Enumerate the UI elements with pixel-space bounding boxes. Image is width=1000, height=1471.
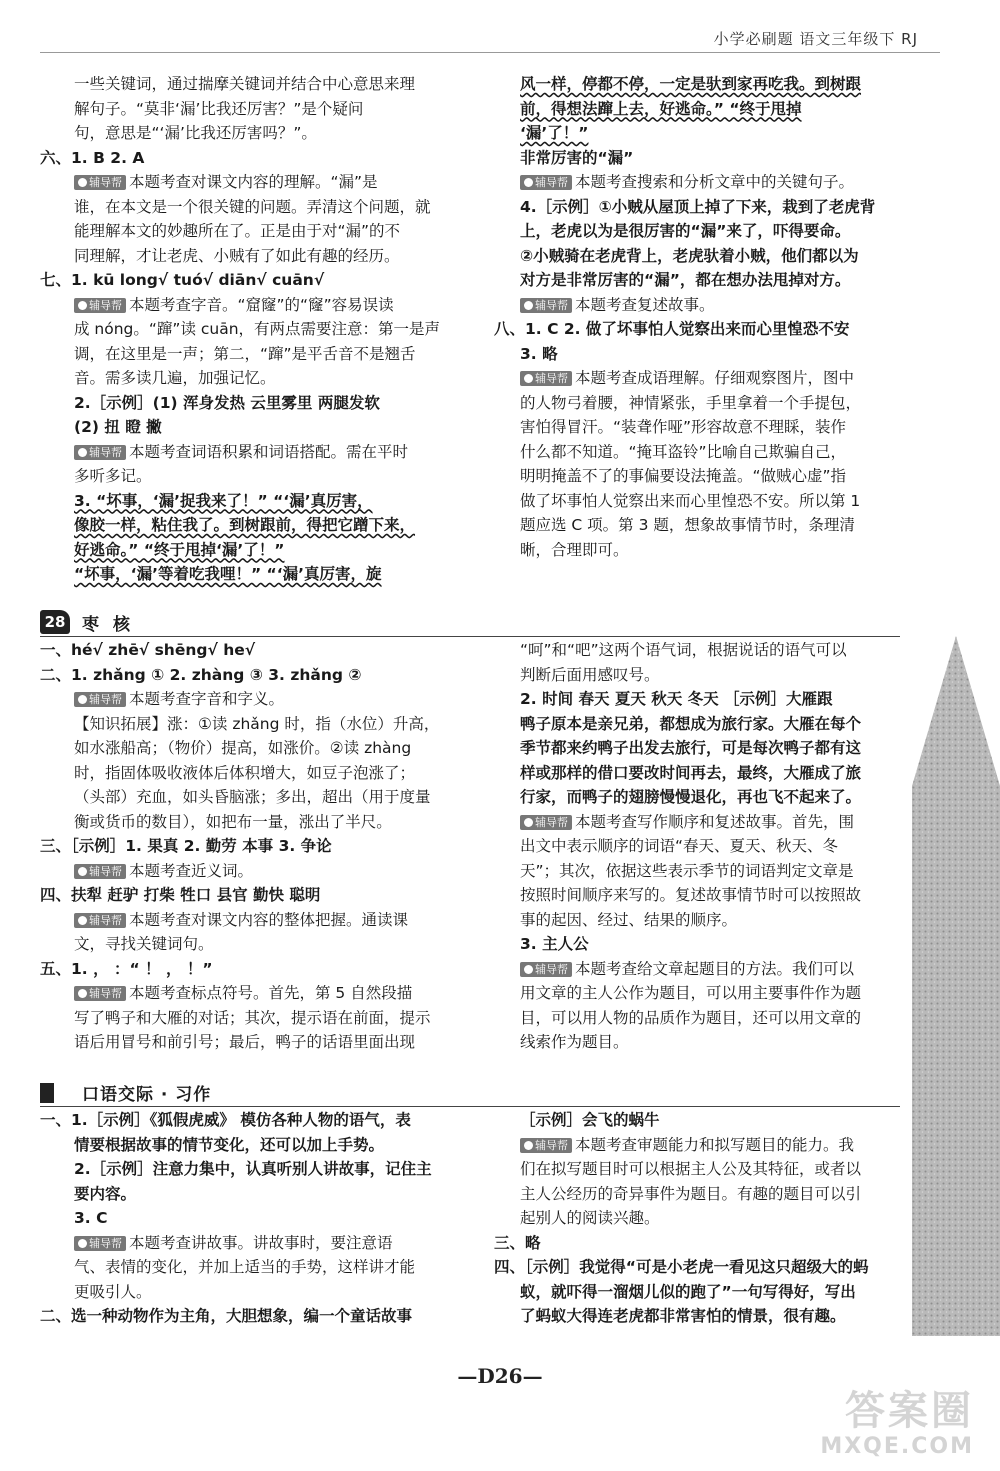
answer-line xyxy=(40,761,460,786)
answer-line xyxy=(40,146,460,171)
answer-line xyxy=(520,513,915,538)
answer-text: 解句子。“莫非‘漏’比我还厉害？”是个疑问 xyxy=(74,99,364,118)
answer-line xyxy=(520,1133,905,1158)
answer-column-bottom-right xyxy=(494,1108,905,1329)
answer-text: 主人公经历的奇异事件为题目。有趣的题目可以引 xyxy=(520,1184,862,1203)
answer-text: 本题考查字音。“窟窿”的“窿”容易误读 xyxy=(129,295,394,314)
tutor-tag-badge xyxy=(520,815,572,830)
answer-line xyxy=(40,415,460,440)
answer-line xyxy=(40,859,460,884)
answer-line xyxy=(520,219,915,244)
answer-line xyxy=(520,785,905,810)
answer-text: 本题考查近义词。 xyxy=(129,861,254,880)
answer-text: 明明掩盖不了的事偏要设法掩盖。“做贼心虚”指 xyxy=(520,467,847,485)
answer-line xyxy=(40,219,460,244)
answer-text: 按照时间顺序来写的。复述故事情节时可以按照故 xyxy=(520,886,862,904)
answer-line xyxy=(520,293,915,318)
tutor-tag-label: 辅导帮 xyxy=(89,693,122,706)
tutor-tag-badge xyxy=(74,298,126,313)
answer-line xyxy=(40,1231,460,1256)
tutor-tag-icon xyxy=(78,695,87,704)
answer-text: （头部）充血，如头昏脑涨；多出，超出（用于度量 xyxy=(74,788,431,806)
answer-line xyxy=(520,687,905,712)
answer-line xyxy=(520,170,915,195)
answer-text: 气、表情的变化，并加上适当的手势，这样讲才能 xyxy=(74,1258,416,1276)
answer-text: 本题考查字音和字义。 xyxy=(129,690,285,708)
answer-line xyxy=(520,244,915,269)
tutor-tag-badge xyxy=(520,371,572,386)
answer-line xyxy=(40,638,460,663)
answer-text: 2.［示例］(1) 浑身发热 云里雾里 两腿发软 xyxy=(74,393,380,412)
answer-text: 起别人的阅读兴趣。 xyxy=(520,1209,660,1227)
answer-line xyxy=(520,268,915,293)
answer-line xyxy=(520,146,915,171)
answer-line xyxy=(520,712,905,737)
answer-text: 出文中表示顺序的词语“春天、夏天、秋天、冬 xyxy=(520,837,839,855)
answer-text: 四、［示例］我觉得“可是小老虎一看见这只超级大的蚂 xyxy=(494,1258,869,1276)
answer-line xyxy=(40,1108,460,1133)
tutor-tag-label: 辅导帮 xyxy=(89,864,122,878)
answer-text: 二、选一种动物作为主角，大胆想象，编一个童话故事 xyxy=(40,1307,413,1325)
answer-line xyxy=(40,810,460,835)
answer-text: (2) 扭 瞪 撇 xyxy=(74,418,162,436)
answer-text: “坏事，‘漏’等着吃我哩！” “‘漏’真厉害，旋 xyxy=(74,565,382,583)
answer-line xyxy=(40,1182,460,1207)
answer-text: 了蚂蚁大得连老虎都非常害怕的情景，很有趣。 xyxy=(520,1307,846,1325)
tutor-tag-icon xyxy=(524,965,533,974)
answer-column-top-right xyxy=(494,72,915,562)
answer-text: 事的起因、经过、结果的顺序。 xyxy=(520,910,738,929)
answer-line xyxy=(40,268,460,293)
answer-text: 情要根据故事的情节变化，还可以加上手势。 xyxy=(74,1135,385,1154)
answer-line xyxy=(40,1206,460,1231)
answer-line xyxy=(40,883,460,908)
answer-text: 同理解，才让老虎、小贼有了如此有趣的经历。 xyxy=(74,246,400,265)
answer-text: 本题考查审题能力和拟写题目的能力。我 xyxy=(575,1135,855,1154)
answer-text: 文，寻找关键词句。 xyxy=(74,935,214,953)
answer-line xyxy=(520,1157,905,1182)
answer-text: 四、扶犁 赶驴 打柴 牲口 县官 勤快 聪明 xyxy=(40,886,321,904)
page-number: —D26— xyxy=(457,1364,543,1388)
answer-line xyxy=(40,736,460,761)
decorative-pencil-shape xyxy=(912,636,1000,1336)
answer-text: 多听多记。 xyxy=(74,467,152,485)
answer-line xyxy=(520,72,915,97)
answer-text: ［示例］会飞的蜗牛 xyxy=(520,1111,660,1129)
answer-line xyxy=(494,317,915,342)
answer-line xyxy=(40,342,460,367)
answer-line xyxy=(520,1030,905,1055)
answer-text: 像胶一样，粘住我了。到树跟前，得把它蹭下来， xyxy=(74,516,416,534)
answer-text: 3. C xyxy=(74,1209,108,1227)
answer-line xyxy=(40,834,460,859)
answer-text: 音。需多读几遍，加强记忆。 xyxy=(74,369,276,387)
watermark-domain: MXQE.COM xyxy=(820,1434,974,1459)
page-header: 小学必刷题 语文三年级下 RJ xyxy=(713,30,918,48)
answer-text: 对方是非常厉害的“漏”，都在想办法甩掉对方。 xyxy=(520,271,851,289)
answer-text: 非常厉害的“漏” xyxy=(520,148,634,167)
tutor-tag-icon xyxy=(524,374,533,383)
answer-line xyxy=(520,342,915,367)
answer-text: 本题考查标点符号。首先，第 5 自然段描 xyxy=(129,984,413,1002)
answer-line xyxy=(40,1255,460,1280)
oral-writing-title: 口语交际 · 习作 xyxy=(82,1085,212,1105)
tutor-tag-icon xyxy=(524,178,533,187)
answer-text: 什么都不知道。“掩耳盗铃”比喻自己欺骗自己， xyxy=(520,442,847,461)
answer-line xyxy=(40,440,460,465)
answer-line xyxy=(520,121,915,146)
tutor-tag-badge xyxy=(74,445,126,460)
tutor-tag-icon xyxy=(524,301,533,310)
answer-line xyxy=(40,366,460,391)
answer-line xyxy=(40,908,460,933)
answer-line xyxy=(40,1304,460,1329)
answer-text: 本题考查搜索和分析文章中的关键句子。 xyxy=(575,173,855,191)
answer-line xyxy=(520,638,905,663)
answer-line xyxy=(520,195,915,220)
answer-line xyxy=(40,957,460,982)
answer-text: 晰，合理即可。 xyxy=(520,540,629,559)
watermark-logo-text: 答案圈 xyxy=(845,1388,974,1434)
answer-text: 【知识拓展】涨：①读 zhǎng 时，指（水位）升高， xyxy=(74,714,440,733)
answer-text: 三、［示例］1. 果真 2. 勤劳 本事 3. 争论 xyxy=(40,837,332,855)
answer-text: 六、1. B 2. A xyxy=(40,148,145,167)
answer-text: ‘漏’了！” xyxy=(520,124,589,142)
tutor-tag-label: 辅导帮 xyxy=(89,1236,122,1250)
answer-text: 鸭子原本是亲兄弟，都想成为旅行家。大雁在每个 xyxy=(520,714,862,733)
answer-line xyxy=(40,538,460,563)
answer-text: 衡或货币的数目），如把布一量，涨出了半尺。 xyxy=(74,812,392,831)
answer-line xyxy=(40,121,460,146)
answer-line xyxy=(520,908,905,933)
answer-line xyxy=(40,562,460,587)
answer-line xyxy=(40,932,460,957)
answer-text: 谁，在本文是一个很关键的问题。弄清这个问题，就 xyxy=(74,197,431,216)
answer-line xyxy=(520,883,905,908)
answer-line xyxy=(494,1231,905,1256)
answer-line xyxy=(520,834,905,859)
answer-line xyxy=(40,785,460,810)
tutor-tag-badge xyxy=(74,913,126,928)
answer-line xyxy=(40,1280,460,1305)
answer-line xyxy=(520,736,905,761)
answer-text: 能理解本文的妙趣所在了。正是由于对“漏”的不 xyxy=(74,222,401,240)
answer-text: 用文章的主人公作为题目，可以用主要事件作为题 xyxy=(520,984,862,1002)
answer-line xyxy=(40,1006,460,1031)
answer-text: 蚁，就吓得一溜烟儿似的跑了”一句写得好，写出 xyxy=(520,1282,856,1301)
answer-line xyxy=(520,810,905,835)
tutor-tag-icon xyxy=(524,818,533,827)
tutor-tag-label: 辅导帮 xyxy=(535,1138,568,1152)
answer-line xyxy=(40,195,460,220)
tutor-tag-label: 辅导帮 xyxy=(89,987,122,1000)
answer-line xyxy=(520,97,915,122)
answer-line xyxy=(40,712,460,737)
tutor-tag-icon xyxy=(78,989,87,998)
answer-line xyxy=(520,1280,905,1305)
answer-text: 本题考查给文章起题目的方法。我们可以 xyxy=(575,959,855,978)
oral-writing-heading xyxy=(40,1080,900,1107)
tutor-tag-icon xyxy=(78,178,87,187)
tutor-tag-badge xyxy=(520,1138,572,1153)
answer-text: “呵”和“吧”这两个语气词，根据说话的语气可以 xyxy=(520,641,847,659)
answer-text: 本题考查对课文内容的整体把握。通读课 xyxy=(129,910,409,929)
answer-line xyxy=(40,1030,460,1055)
answer-text: 三、略 xyxy=(494,1233,541,1252)
answer-line xyxy=(494,1255,905,1280)
answer-text: 本题考查对课文内容的理解。“漏”是 xyxy=(129,173,378,191)
answer-column-mid-right xyxy=(520,638,905,1055)
answer-text: 写了鸭子和大雁的对话；其次，提示语在前面，提示 xyxy=(74,1008,431,1027)
tutor-tag-label: 辅导帮 xyxy=(89,176,122,189)
answer-text: 3. 主人公 xyxy=(520,935,589,953)
tutor-tag-label: 辅导帮 xyxy=(535,962,568,976)
answer-text: 如水涨船高；（物价）提高，如涨价。②读 zhàng xyxy=(74,739,412,757)
answer-text: 语后用冒号和前引号；最后，鸭子的话语里面出现 xyxy=(74,1033,416,1051)
answer-text: 2.［示例］注意力集中，认真听别人讲故事，记住主 xyxy=(74,1160,432,1178)
answer-line xyxy=(40,293,460,318)
answer-text: 更吸引人。 xyxy=(74,1282,152,1301)
tutor-tag-badge xyxy=(520,962,572,977)
heading-square-marker xyxy=(40,1083,54,1103)
answer-text: 线索作为题目。 xyxy=(520,1033,629,1051)
answer-line xyxy=(40,513,460,538)
answer-line xyxy=(520,981,905,1006)
answer-column-top-left xyxy=(40,72,460,587)
answer-line xyxy=(520,1182,905,1207)
answer-line xyxy=(520,440,915,465)
answer-text: 判断后面用感叹号。 xyxy=(520,665,660,684)
tutor-tag-label: 辅导帮 xyxy=(535,815,568,829)
answer-text: 前，得想法蹿上去，好逃命。” “终于甩掉 xyxy=(520,99,802,118)
lesson-number-badge: 28 xyxy=(40,610,70,634)
answer-text: 做了坏事怕人觉察出来而心里惶恐不安。所以第 1 xyxy=(520,491,861,510)
header-rule xyxy=(40,52,940,53)
answer-text: 风一样，停都不停，一定是驮到家再吃我。到树跟 xyxy=(520,75,862,93)
answer-text: 上，老虎以为是很厉害的“漏”来了，吓得要命。 xyxy=(520,222,851,240)
answer-text: 本题考查成语理解。仔细观察图片，图中 xyxy=(575,369,855,387)
answer-line xyxy=(520,1304,905,1329)
answer-text: 本题考查写作顺序和复述故事。首先，围 xyxy=(575,812,855,831)
answer-line xyxy=(520,761,905,786)
tutor-tag-badge xyxy=(74,986,126,1001)
answer-text: 好逃命。” “终于甩掉‘漏’了！” xyxy=(74,540,285,559)
answer-line xyxy=(520,366,915,391)
tutor-tag-label: 辅导帮 xyxy=(89,913,122,927)
answer-line xyxy=(520,1206,905,1231)
tutor-tag-icon xyxy=(524,1141,533,1150)
answer-text: 八、1. C 2. 做了坏事怕人觉察出来而心里惶恐不安 xyxy=(494,320,850,338)
tutor-tag-label: 辅导帮 xyxy=(535,176,568,189)
answer-line xyxy=(520,957,905,982)
answer-text: 成 nóng。“蹿”读 cuān，有两点需要注意：第一是声 xyxy=(74,320,441,338)
lesson-28-heading xyxy=(40,610,900,637)
answer-text: 一些关键词，通过揣摩关键词并结合中心意思来理 xyxy=(74,75,416,93)
tutor-tag-badge xyxy=(74,1236,126,1251)
tutor-tag-icon xyxy=(78,1239,87,1248)
answer-text: ②小贼骑在老虎背上，老虎驮着小贼，他们都以为 xyxy=(520,246,859,265)
tutor-tag-label: 辅导帮 xyxy=(89,298,122,312)
answer-line xyxy=(520,932,905,957)
answer-line xyxy=(40,1157,460,1182)
answer-text: 要内容。 xyxy=(74,1184,137,1203)
answer-text: 本题考查讲故事。讲故事时，要注意语 xyxy=(129,1233,393,1252)
answer-text: 五、1. ， ：“ ！ ， ！” xyxy=(40,959,213,978)
answer-line xyxy=(520,1108,905,1133)
answer-line xyxy=(40,244,460,269)
answer-line xyxy=(520,1006,905,1031)
tutor-tag-label: 辅导帮 xyxy=(535,372,568,385)
answer-line xyxy=(40,464,460,489)
answer-text: 调，在这里是一声；第二，“蹿”是平舌音不是翘舌 xyxy=(74,344,416,363)
tutor-tag-icon xyxy=(78,301,87,310)
answer-text: 一、hé√ zhē√ shēng√ he√ xyxy=(40,641,256,659)
tutor-tag-badge xyxy=(520,175,572,190)
answer-line xyxy=(520,489,915,514)
answer-line xyxy=(40,72,460,97)
answer-text: 一、1.［示例］《狐假虎威》 模仿各种人物的语气，表 xyxy=(40,1111,411,1129)
answer-text: 样或那样的借口要改时间再去，最终，大雁成了旅 xyxy=(520,763,862,782)
answer-text: 目，可以用人物的品质作为题目，还可以用文章的 xyxy=(520,1008,862,1027)
answer-line xyxy=(40,391,460,416)
answer-line xyxy=(40,489,460,514)
answer-text: 七、1. kū long√ tuó√ diān√ cuān√ xyxy=(40,271,325,289)
tutor-tag-badge xyxy=(74,175,126,190)
answer-line xyxy=(40,317,460,342)
answer-line xyxy=(40,687,460,712)
tutor-tag-label: 辅导帮 xyxy=(535,298,568,312)
answer-column-bottom-left xyxy=(40,1108,460,1329)
answer-line xyxy=(520,464,915,489)
tutor-tag-icon xyxy=(78,448,87,457)
answer-text: 句，意思是“‘漏’比我还厉害吗？”。 xyxy=(74,124,317,142)
answer-text: 行家，而鸭子的翅膀慢慢退化，再也飞不起来了。 xyxy=(520,788,862,806)
tutor-tag-badge xyxy=(520,298,572,313)
answer-line xyxy=(40,663,460,688)
answer-text: 们在拟写题目时可以根据主人公及其特征，或者以 xyxy=(520,1160,862,1178)
watermark xyxy=(820,1388,974,1460)
lesson-title: 枣核 xyxy=(82,615,144,635)
answer-text: 天”；其次，依据这些表示季节的词语判定文章是 xyxy=(520,861,854,880)
answer-line xyxy=(520,663,905,688)
answer-text: 本题考查词语积累和词语搭配。需在平时 xyxy=(129,442,409,461)
answer-text: 季节都来约鸭子出发去旅行，可是每次鸭子都有这 xyxy=(520,739,862,757)
answer-text: 的人物弓着腰，神情紧张，手里拿着一个手提包， xyxy=(520,393,862,412)
answer-line xyxy=(520,415,915,440)
answer-line xyxy=(40,1133,460,1158)
answer-text: 害怕得冒汗。“装聋作哑”形容故意不理睬，装作 xyxy=(520,418,847,436)
tutor-tag-label: 辅导帮 xyxy=(89,445,122,459)
answer-text: 3. 略 xyxy=(520,344,558,363)
answer-line xyxy=(520,391,915,416)
tutor-tag-icon xyxy=(78,867,87,876)
answer-line xyxy=(40,97,460,122)
tutor-tag-badge xyxy=(74,692,126,707)
answer-text: 本题考查复述故事。 xyxy=(575,295,715,314)
answer-line xyxy=(40,981,460,1006)
answer-text: 时，指固体吸收液体后体积增大，如豆子泡涨了； xyxy=(74,763,416,782)
answer-text: 题应选 C 项。第 3 题，想象故事情节时，条理清 xyxy=(520,516,855,534)
answer-line xyxy=(520,859,905,884)
tutor-tag-badge xyxy=(74,864,126,879)
answer-line xyxy=(520,538,915,563)
answer-line xyxy=(40,170,460,195)
answer-text: 3. “坏事，‘漏’捉我来了！” “‘漏’真厉害， xyxy=(74,491,373,510)
answer-text: 4.［示例］①小贼从屋顶上掉了下来，栽到了老虎背 xyxy=(520,197,876,216)
answer-column-mid-left xyxy=(40,638,460,1055)
tutor-tag-icon xyxy=(78,916,87,925)
answer-text: 二、1. zhǎng ① 2. zhàng ③ 3. zhǎng ② xyxy=(40,665,362,684)
answer-text: 2. 时间 春天 夏天 秋天 冬天 ［示例］大雁跟 xyxy=(520,690,833,708)
